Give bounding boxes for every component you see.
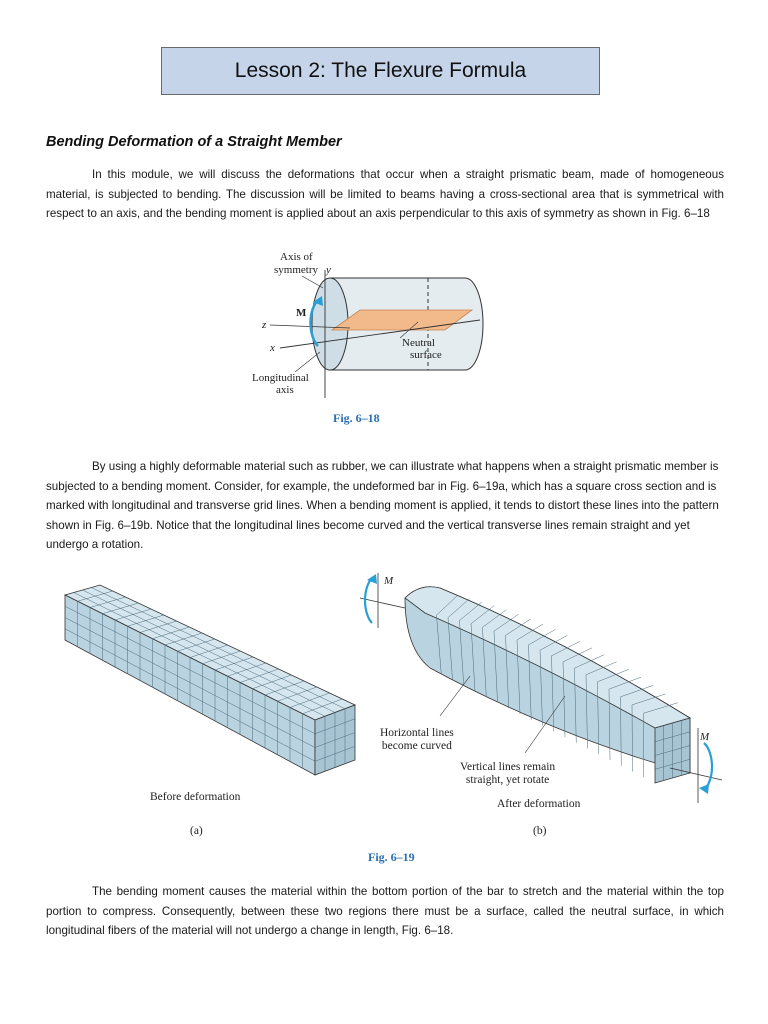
paragraph-2 bbox=[46, 457, 724, 555]
neutral-label-2: surface bbox=[410, 349, 442, 361]
paragraph-2-text: By using a highly deformable material such as rubber, we can illustrate what happens when a straight prismatic member is subjected to a bending moment. Consider, for example, the undeformed bar in Fig. 6–19a, which has a square cross section and is marked with longitudinal and transverse grid lines. When a bending moment is applied, it tends to distort these lines into the pattern shown in Fig. 6–19b. Notice that the longitudinal lines become curved and the vertical transverse lines remain straight and yet undergo a rotation. bbox=[46, 460, 719, 552]
z-label: z bbox=[262, 319, 267, 331]
x-label: x bbox=[270, 342, 275, 354]
before-deformation-label: Before deformation bbox=[150, 791, 241, 803]
horizontal-lines-line-1: Horizontal lines bbox=[380, 727, 454, 739]
fig-6-19-caption: Fig. 6–19 bbox=[368, 850, 415, 864]
horizontal-lines-note bbox=[380, 727, 454, 753]
y-label: y bbox=[326, 264, 331, 276]
axis-leader bbox=[302, 276, 323, 288]
vertical-lines-line-2: straight, yet rotate bbox=[465, 774, 550, 786]
title-box bbox=[161, 47, 600, 95]
right-M-label: M bbox=[700, 731, 710, 743]
paragraph-3-text: The bending moment causes the material within the bottom portion of the bar to stretch and the material within the top portion to compress. Consequently, between these two regions there must be a surface, called the neutral surface, in which longitudinal fibers of the material will not undergo a change in length, Fig. 6–18. bbox=[46, 885, 724, 938]
horizontal-lines-line-2: become curved bbox=[381, 740, 452, 752]
after-deformation-label: After deformation bbox=[497, 798, 581, 810]
axis-of-symmetry-label-2: symmetry bbox=[274, 264, 318, 276]
fig-6-19b-label: (b) bbox=[533, 825, 547, 837]
left-M-label: M bbox=[384, 575, 394, 587]
right-moment-arrow bbox=[704, 743, 712, 790]
M-label: M bbox=[296, 307, 307, 319]
paragraph-3 bbox=[46, 882, 724, 941]
left-moment-crossline bbox=[360, 598, 405, 608]
paragraph-1 bbox=[46, 165, 724, 224]
axis-of-symmetry-label-1: Axis of bbox=[280, 251, 313, 263]
horizontal-leader bbox=[440, 676, 470, 716]
right-moment-arrowhead bbox=[699, 784, 709, 794]
figure-6-19a-bar bbox=[60, 585, 360, 785]
longitudinal-label-2: axis bbox=[276, 384, 294, 396]
fig-6-19a-label: (a) bbox=[190, 825, 203, 837]
fig-6-18-caption: Fig. 6–18 bbox=[333, 411, 380, 425]
page-title: Lesson 2: The Flexure Formula bbox=[234, 59, 527, 82]
longitudinal-leader bbox=[295, 352, 320, 372]
longitudinal-label-1: Longitudinal bbox=[252, 372, 309, 384]
vertical-lines-line-1: Vertical lines remain bbox=[460, 761, 556, 773]
neutral-label-1: Neutral bbox=[402, 337, 435, 349]
section-heading: Bending Deformation of a Straight Member bbox=[46, 134, 342, 150]
figure-6-18 bbox=[240, 248, 500, 408]
paragraph-1-text: In this module, we will discuss the deformations that occur when a straight prismatic beam, made of homogeneous material, is subjected to bending. The discussion will be limited to beams having a cross-sectional area that is symmetrical with respect to an axis, and the bending moment is applied about an axis perpendicular to this axis of symmetry as shown in Fig. 6–18 bbox=[46, 168, 724, 221]
vertical-lines-note bbox=[460, 761, 555, 787]
